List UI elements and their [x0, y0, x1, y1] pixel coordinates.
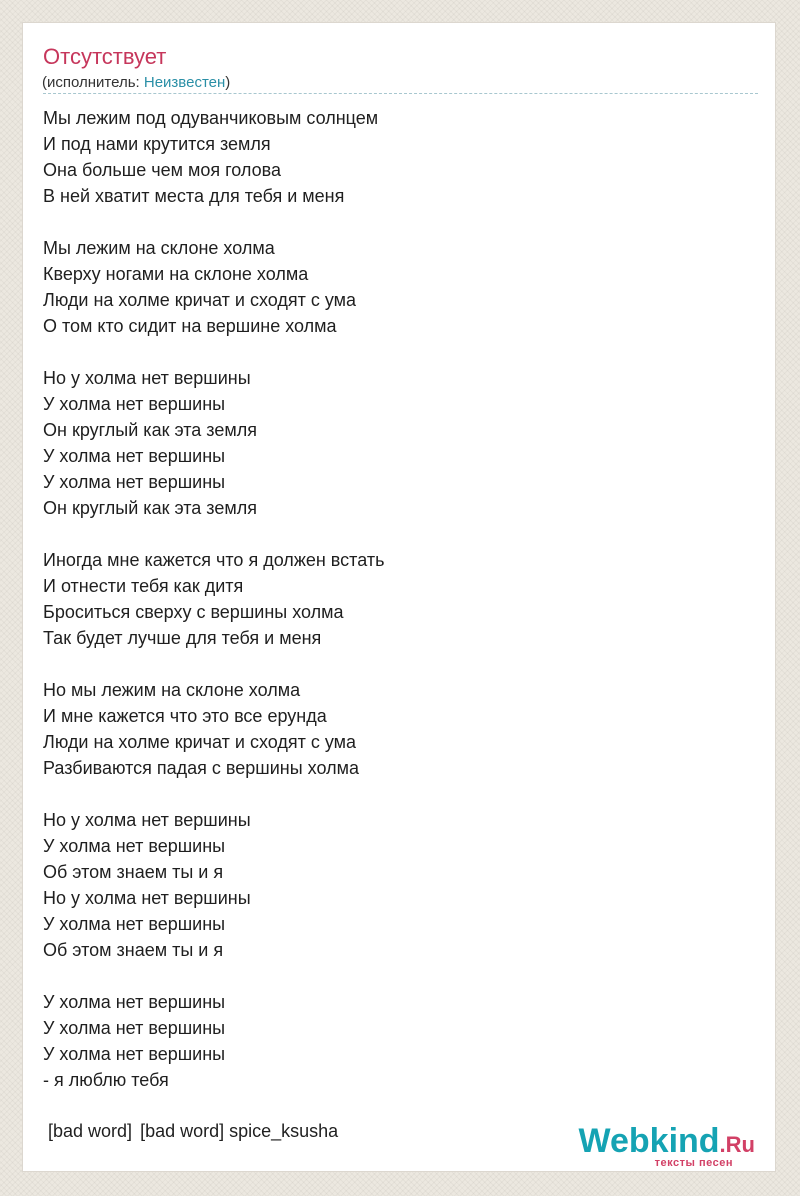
- lyric-line: И мне кажется что это все ерунда: [43, 706, 327, 726]
- lyric-line: О том кто сидит на вершине холма: [43, 316, 337, 336]
- lyric-line: У холма нет вершины: [43, 446, 226, 466]
- stanza-break: [43, 963, 743, 989]
- artist-line: [42, 73, 230, 93]
- lyric-line: Кверху ногами на склоне холма: [43, 264, 309, 284]
- logo-tagline: тексты песен: [654, 1157, 733, 1169]
- tag-link[interactable]: [bad word]: [48, 1121, 133, 1141]
- lyric-line: Люди на холме кричат и сходят с ума: [43, 732, 357, 752]
- lyric-line: И отнести тебя как дитя: [43, 576, 244, 596]
- lyrics-text: [43, 105, 743, 1093]
- stanza-break: [43, 521, 743, 547]
- lyric-line: Так будет лучше для тебя и меня: [43, 628, 322, 648]
- lyric-line: Мы лежим на склоне холма: [43, 238, 275, 258]
- lyric-line: Но мы лежим на склоне холма: [43, 680, 301, 700]
- lyric-line: Но у холма нет вершины: [43, 810, 251, 830]
- lyric-line: И под нами крутится земля: [43, 134, 271, 154]
- lyric-line: Об этом знаем ты и я: [43, 862, 224, 882]
- lyric-line: У холма нет вершины: [43, 914, 226, 934]
- lyric-line: Она больше чем моя голова: [43, 160, 281, 180]
- lyric-line: У холма нет вершины: [43, 1044, 226, 1064]
- lyric-line: Люди на холме кричат и сходят с ума: [43, 290, 357, 310]
- title-divider: [43, 93, 758, 94]
- lyric-line: У холма нет вершины: [43, 836, 226, 856]
- artist-suffix: ): [225, 74, 231, 91]
- lyric-line: У холма нет вершины: [43, 472, 226, 492]
- artist-prefix: (исполнитель:: [42, 74, 144, 91]
- lyric-line: Об этом знаем ты и я: [43, 940, 224, 960]
- stanza-break: [43, 209, 743, 235]
- lyric-line: Мы лежим под одуванчиковым солнцем: [43, 108, 379, 128]
- artist-link[interactable]: Неизвестен: [143, 74, 226, 91]
- lyric-line: У холма нет вершины: [43, 1018, 226, 1038]
- song-title: Отсутствует: [43, 44, 167, 69]
- lyric-line: Но у холма нет вершины: [43, 368, 251, 388]
- stanza-break: [43, 781, 743, 807]
- lyric-line: Он круглый как эта земля: [43, 498, 257, 518]
- site-logo[interactable]: [578, 1122, 756, 1169]
- lyric-line: В ней хватит места для тебя и меня: [43, 186, 345, 206]
- lyrics-card: [22, 22, 776, 1172]
- logo-wordmark: Webkind: [578, 1122, 720, 1160]
- stanza-break: [43, 339, 743, 365]
- lyric-line: Разбиваются падая с вершины холма: [43, 758, 359, 778]
- lyric-line: Броситься сверху с вершины холма: [43, 602, 344, 622]
- logo-tld: .Ru: [719, 1132, 755, 1157]
- tag-link[interactable]: [bad word] spice_ksusha: [140, 1121, 339, 1141]
- lyric-line: Иногда мне кажется что я должен встать: [43, 550, 385, 570]
- stanza-break: [43, 651, 743, 677]
- lyric-line: Он круглый как эта земля: [43, 420, 257, 440]
- lyric-line: Но у холма нет вершины: [43, 888, 251, 908]
- tag-list: [48, 1120, 341, 1142]
- lyric-line: У холма нет вершины: [43, 394, 226, 414]
- lyric-line: - я люблю тебя: [43, 1070, 169, 1090]
- lyric-line: У холма нет вершины: [43, 992, 226, 1012]
